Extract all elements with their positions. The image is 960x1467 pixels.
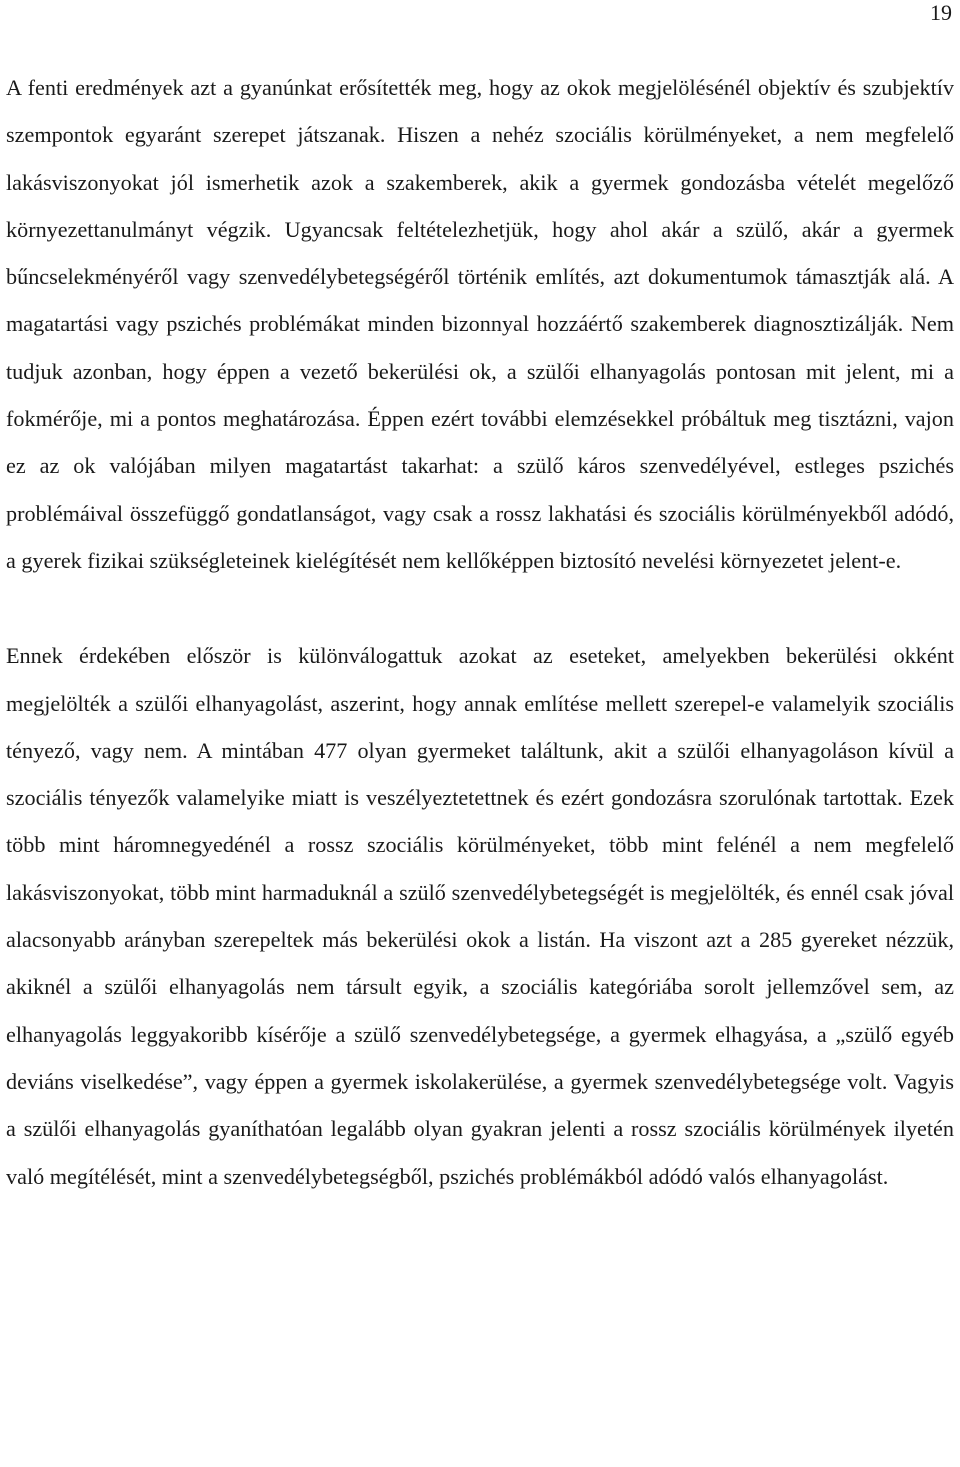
page-number: 19 [930, 0, 952, 25]
paragraph-2: Ennek érdekében először is különválogattuk azokat az eseteket, amelyekben bekerülési okként megjelölték a szülői elhanyagolást, aszerint, hogy annak említése mellett szerepel-e valamelyik szociális tényező, vagy nem. A mintában 477 olyan gyermeket találtunk, akit a szülői elhanyagoláson kívül a szociális tényezők valamelyike miatt is veszélyeztetettnek és ezért gondozásra szorulónak tartottak. Ezek több mint háromnegyedénél a rossz szociális körülményeket, több mint felénél a nem megfelelő lakásviszonyokat, több mint harmaduknál a szülő szenvedélybetegségét is megjelölték, és ennél csak jóval alacsonyabb arányban szerepeltek más bekerülési okok a listán. Ha viszont azt a 285 gyereket nézzük, akiknél a szülői elhanyagolás nem társult egyik, a szociális kategóriába sorolt jellemzővel sem, az elhanyagolás leggyakoribb kísérője a szülő szenvedélybetegsége, a gyermek elhagyása, a „szülő egyéb deviáns viselkedése”, vagy éppen a gyermek iskolakerülése, a gyermek szenvedélybetegsége volt. Vagyis a szülői elhanyagolás gyaníthatóan legalább olyan gyakran jelenti a rossz szociális körülmények ilyetén való megítélését, mint a szenvedélybetegségből, pszichés problémákból adódó valós elhanyagolást. [6, 643, 954, 1189]
document-body [6, 64, 954, 1200]
paragraph-1: A fenti eredmények azt a gyanúnkat erősítették meg, hogy az okok megjelölésénél objektív és szubjektív szempontok egyaránt szerepet játszanak. Hiszen a nehéz szociális körülményeket, a nem megfelelő lakásviszonyokat jól ismerhetik azok a szakemberek, akik a gyermek gondozásba vételét megelőző környezettanulmányt végzik. Ugyancsak feltételezhetjük, hogy ahol akár a szülő, akár a gyermek bűncselekményéről vagy szenvedélybetegségéről történik említés, azt dokumentumok támasztják alá. A magatartási vagy pszichés problémákat minden bizonnyal hozzáértő szakemberek diagnosztizálják. Nem tudjuk azonban, hogy éppen a vezető bekerülési ok, a szülői elhanyagolás pontosan mit jelent, mi a fokmérője, mi a pontos meghatározása. Éppen ezért további elemzésekkel próbáltuk meg tisztázni, vajon ez az ok valójában milyen magatartást takarhat: a szülő káros szenvedélyével, estleges pszichés problémáival összefüggő gondatlanságot, vagy csak a rossz lakhatási és szociális körülményekből adódó, a gyerek fizikai szükségleteinek kielégítését nem kellőképpen biztosító nevelési környezetet jelent-e. [6, 75, 954, 573]
